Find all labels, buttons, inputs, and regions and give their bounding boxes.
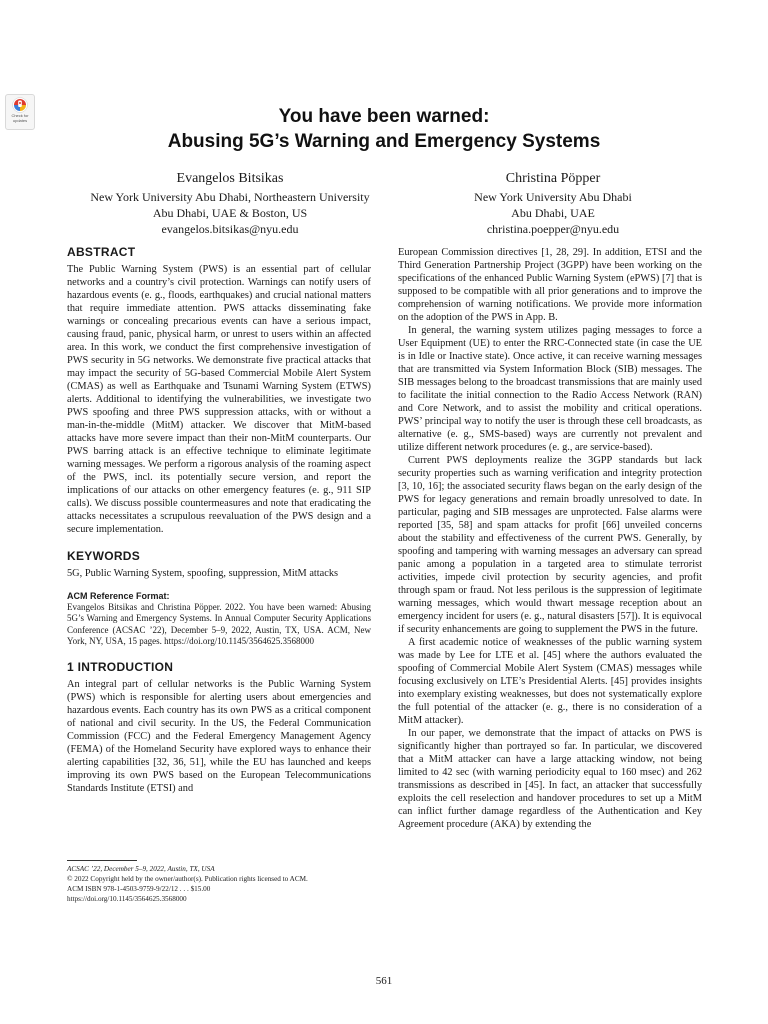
acm-reference-text: Evangelos Bitsikas and Christina Pöpper. 2022. You have been warned: Abusing 5G’s Warning and Emergency Systems. In Annual Computer Security Applications Conference (ACSAC ’22), December 5–9, 2022, Austin, TX, USA. ACM, New York, NY, USA, 15 pages. https://doi.org/10.1145/3564625.3568000 [67,602,371,646]
introduction-paragraph: An integral part of cellular networks is the Public Warning System (PWS) which is responsible for alerting users about emergencies and hazardous events. Each country has its own PWS as a critical component of national and civil security. In the US, the Federal Communication Commission (FCC) and the Federal Emergency Management Agency (FEMA) of the Homeland Security have explored ways to enhance their alerting capabilities [32, 36, 51], while the EU has launched and keeps improving its own PWS based on the European Telecommunications Standards Institute (ETSI) and [67,679,371,795]
author-block-2 [396,170,710,237]
author-name: Christina Pöpper [505,171,601,186]
author-affiliation: New York University Abu Dhabi [474,190,632,204]
author-affiliation: New York University Abu Dhabi, Northeastern University [90,190,370,204]
left-column [67,244,371,795]
footnote [67,864,371,904]
author-name: Evangelos Bitsikas [176,171,284,186]
body-paragraph: In general, the warning system utilizes paging messages to force a User Equipment (UE) to enter the RRC-Connected state (in case the UE is in Idle or Inactive state). Once active, it can receive warning messages that are transmitted via System Information Block (SIB) messages. The SIB messages belong to the broadcast transmissions that are mainly used to facilitate the initial connection to the Radio Access Network (RAN) and Core Network, and to assist the mobility and critical operations. PWS’ principal way to notify the user is through these cell broadcasts, as alternative (e. g., SMS-based) ways are currently not prevalent and utilize different network procedures (e. g., are service-based). [398,325,702,453]
body-paragraph: European Commission directives [1, 28, 29]. In addition, ETSI and the Third Generation Partnership Project (3GPP) have been working on the specifications of the enhanced Public Warning System (ePWS) [7] that is supposed to be compatible with all prior generations and to improve the comprehension of warning notifications. We provide more information on the adoption of the PWS in App. B. [398,247,702,323]
right-column [398,246,702,831]
body-paragraph: Current PWS deployments realize the 3GPP standards but lack security properties such as warning verification and integrity protection [3, 10, 16]; the associated security flaws began on the early design of the PWS for legacy generations and remain broadly unresolved to date. In particular, paging and SIB messages are unprotected. False alarms were reported [35, 58] and spam attacks for profit [66] unveiled concerns about the stability and effectiveness of the current PWS. Generally, by spoofing and tampering with warning messages an adversary can spread panic among a population in a targeted area to stimulate terrorist activities, impede civil protection by security agencies, and profit through spam or fraud. Not less perilous is the suppression of legitimate warning messages, which would thwart message reception about an emergency incident for users (e. g., natural disasters [57]). It is equivocal if security enhancements are going to supplement the PWS in the future. [398,455,702,635]
author-location: Abu Dhabi, UAE [511,206,595,220]
badge-label: Check for updates [11,113,29,123]
keywords-heading: KEYWORDS [67,549,141,563]
footnote-isbn: ACM ISBN 978-1-4503-9759-9/22/12 . . . $15.00 [67,885,211,893]
footnote-rule [67,860,137,861]
body-paragraph: A first academic notice of weaknesses of the public warning system was made by Lee for LTE et al. [45] where the authors evaluated the spoofing of Commercial Mobile Alert System (CMAS) messages while focusing exclusively on LTE’s Presidential Alerts. [45] provides insights into exemplary existing weaknesses, but does not systematically explore the full potential of the attacker (e. g., there is no consideration of a MitM attacker). [398,637,702,726]
keywords-text: 5G, Public Warning System, spoofing, suppression, MitM attacks [67,568,339,579]
title-line-2: Abusing 5G’s Warning and Emergency Systems [167,131,601,152]
page-number: 561 [375,975,393,987]
author-email[interactable]: christina.poepper@nyu.edu [486,222,620,236]
abstract-text: The Public Warning System (PWS) is an essential part of cellular networks and a country’s civil protection. Warnings can notify users of hazardous events (e. g., floods, earthquakes) and crucial national matters that require immediate attention. PWS attacks disseminating fake warnings or concealing precarious events can have a serious impact, causing fraud, panic, physical harm, or unrest to users within an affected area. In this work, we conduct the first comprehensive investigation of PWS security in 5G networks. We demonstrate five practical attacks that may impact the security of 5G-based Commercial Mobile Alert System (CMAS) as well as Earthquake and Tsunami Warning System (ETWS) alerts. Additional to identifying the vulnerabilities, we investigate two PWS spoofing and three PWS suppression attacks, with or without a man-in-the-middle (MitM) attacker. We discover that MitM-based attacks have more severe impact than their non-MitM counterparts. Our PWS barring attack is an effective technique to eliminate legitimate warning messages. We perform a rigorous analysis of the roaming aspect of the PWS, incl. its potentially secure version, and report the implications of our attacks on other emergency features (e. g., 911 SIP calls). We discuss possible countermeasures and note that eradicating the attacks necessitates a scrupulous reevaluation of the PWS design and a secure implementation. [67,264,371,535]
abstract-heading: ABSTRACT [67,245,136,259]
author-email[interactable]: evangelos.bitsikas@nyu.edu [161,222,299,236]
paper-title [0,104,768,154]
footnote-copyright: © 2022 Copyright held by the owner/author(s). Publication rights licensed to ACM. [67,875,308,883]
footnote-doi[interactable]: https://doi.org/10.1145/3564625.3568000 [67,895,187,903]
body-paragraph: In our paper, we demonstrate that the impact of attacks on PWS is significantly higher than portrayed so far. In particular, we discovered that a MitM attacker can have a large attacking window, not being limited to 42 sec (with warning periodicity equal to 160 msec) and 262 transmissions as described in [45]. In fact, an attacker that successfully exploits the cell reselection and handover procedures to set up a MitM can inflict further damage regardless of the Authentication and Key Agreement procedure (AKA) by extending the [398,728,702,830]
author-location: Abu Dhabi, UAE & Boston, US [152,206,308,220]
title-line-1: You have been warned: [278,106,490,127]
author-block-1 [60,170,400,237]
acm-reference-heading: ACM Reference Format: [67,591,170,601]
footnote-conference: ACSAC ’22, December 5–9, 2022, Austin, TX, USA [67,865,215,873]
introduction-heading: 1 INTRODUCTION [67,660,174,675]
